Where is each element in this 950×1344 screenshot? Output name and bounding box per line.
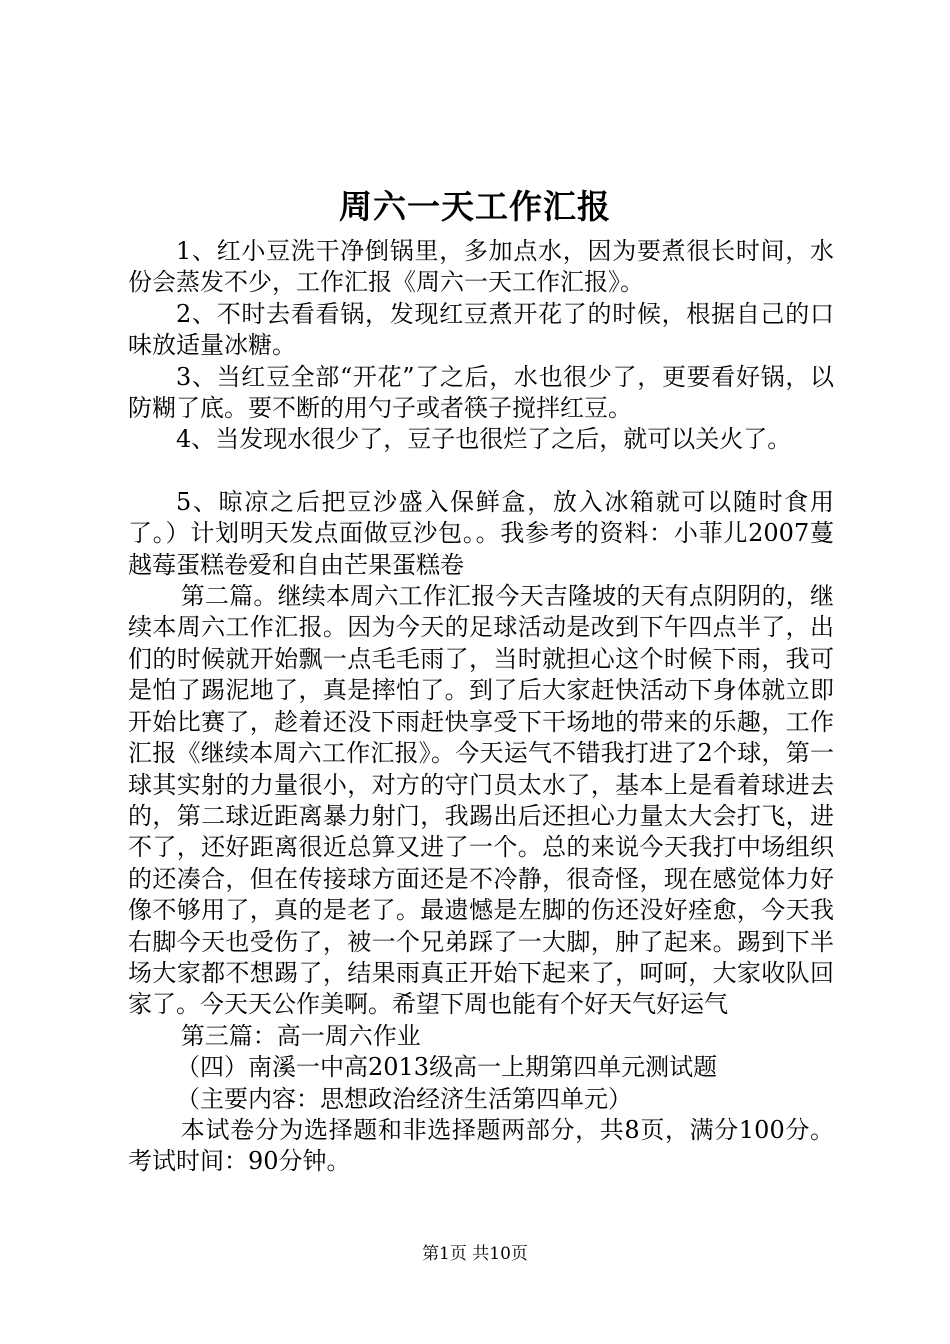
document-title: 周六一天工作汇报 — [339, 187, 611, 226]
page-footer: 第1页 共10页 — [422, 1244, 528, 1264]
paragraph-5: 5、晾凉之后把豆沙盛入保鲜盒，放入冰箱就可以随时食用了。）计划明天发点面做豆沙包。。我参考的资料：小菲儿2007蔓越莓蛋糕卷爱和自由芒果蛋糕卷 — [128, 487, 834, 579]
paragraph-4: 4、当发现水很少了，豆子也很烂了之后，就可以关火了。 — [176, 425, 792, 454]
paragraph-exam-info: 本试卷分为选择题和非选择题两部分，共8页，满分100分。考试时间：90分钟。 — [128, 1115, 834, 1176]
paragraph-2: 2、不时去看看锅，发现红豆煮开花了的时候，根据自己的口味放适量冰糖。 — [128, 299, 834, 360]
document-body — [128, 236, 834, 1178]
paragraph-exam-title: （四）南溪一中高2013级高一上期第四单元测试题 — [176, 1053, 718, 1082]
paragraph-3: 3、当红豆全部“开花”了之后，水也很少了，更要看好锅，以防糊了底。要不断的用勺子或者筷子搅拌红豆。 — [128, 362, 834, 423]
paragraph-second-article: 第二篇。继续本周六工作汇报今天吉隆坡的天有点阴阴的，继续本周六工作汇报。因为今天的足球活动是改到下午四点半了，出们的时候就开始飘一点毛毛雨了，当时就担心这个时候下雨，我可是怕了踢泥地了，真是摔怕了。到了后大家赶快活动下身体就立即开始比赛了，趁着还没下雨赶快享受下干场地的带来的乐趣，工作汇报《继续本周六工作汇报》。今天运气不错我打进了2个球，第一球其实射的力量很小，对方的守门员太水了，基本上是看着球进去的，第二球近距离暴力射门，我踢出后还担心力量太大会打飞，进不了，还好距离很近总算又进了一个。总的来说今天我打中场组织的还凑合，但在传接球方面还是不冷静，很奇怪，现在感觉体力好像不够用了，真的是老了。最遗憾是左脚的伤还没好痊愈，今天我右脚今天也受伤了，被一个兄弟踩了一大脚，肿了起来。踢到下半场大家都不想踢了，结果雨真正开始下起来了，呵呵，大家收队回家了。今天天公作美啊。希望下周也能有个好天气好运气 — [128, 582, 834, 1019]
paragraph-exam-subtitle: （主要内容：思想政治经济生活第四单元） — [176, 1084, 632, 1113]
paragraph-third-article-heading: 第三篇：高一周六作业 — [180, 1021, 421, 1050]
paragraph-1: 1、红小豆洗干净倒锅里，多加点水，因为要煮很长时间，水份会蒸发不少，工作汇报《周六一天工作汇报》。 — [128, 237, 834, 297]
